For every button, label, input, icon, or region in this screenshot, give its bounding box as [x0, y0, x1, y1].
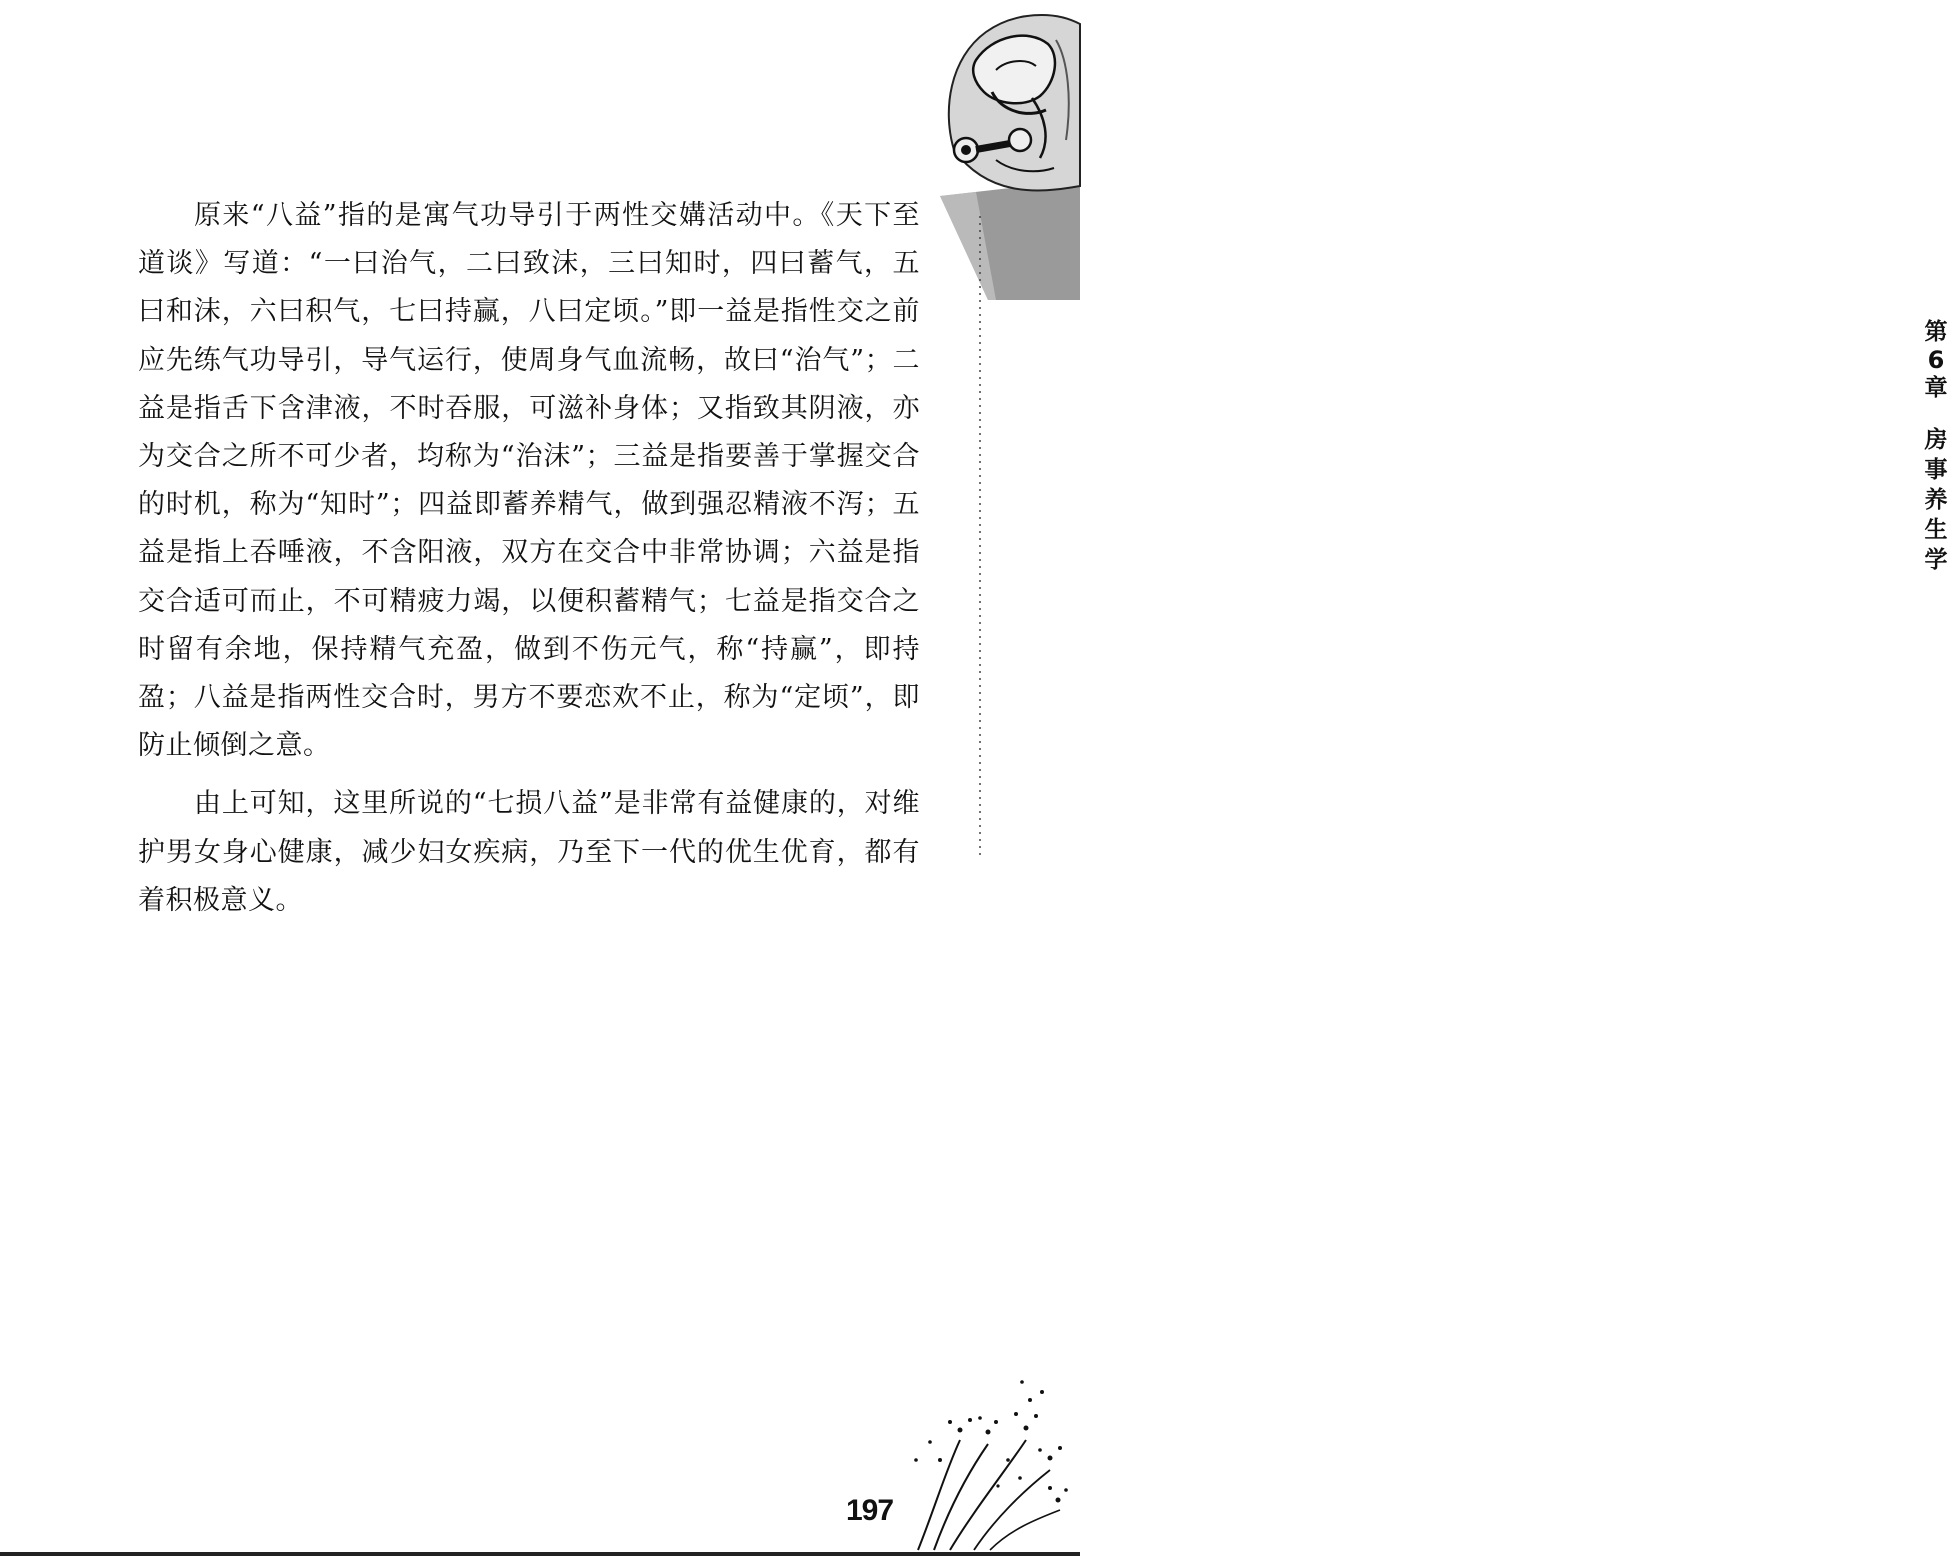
chapter-number: 6	[1927, 346, 1945, 374]
chapter-suffix: 章	[1924, 375, 1948, 401]
chapter-title-char: 房	[1924, 427, 1948, 453]
page-number: 197	[846, 1494, 894, 1527]
page-bottom-rule	[0, 1552, 1080, 1556]
paragraph: 由上可知，这里所说的“七损八益”是非常有益健康的，对维护男女身心健康，减少妇女疾病，乃至下一代的优生优育，都有着积极意义。	[138, 788, 920, 916]
chapter-title-char: 养	[1924, 487, 1948, 513]
chapter-label	[1914, 318, 1958, 576]
chapter-title-char: 事	[1924, 457, 1948, 483]
sparkle-illustration-icon	[890, 1360, 1070, 1550]
strongman-illustration-icon	[936, 0, 1080, 300]
chapter-side-tab	[936, 0, 1948, 860]
paragraph: 原来“八益”指的是寓气功导引于两性交媾活动中。《天下至道谈》写道：“一曰治气，二曰致沫，三曰知时，四曰蓄气，五曰和沫，六曰积气，七曰持赢，八曰定顷。”即一益是指性交之前应先练气功导引，导气运行，使周身气血流畅，故曰“治气”；二益是指舌下含津液，不时吞服，可滋补身体；又指致其阴液，亦为交合之所不可少者，均称为“治沫”；三益是指要善于掌握交合的时机，称为“知时”；四益即蓄养精气，做到强忍精液不泻；五益是指上吞唾液，不含阳液，双方在交合中非常协调；六益是指交合适可而止，不可精疲力竭，以便积蓄精气；七益是指交合之时留有余地，保持精气充盈，做到不伤元气，称“持赢”，即持盈；八益是指两性交合时，男方不要恋欢不止，称为“定顷”，即防止倾倒之意。	[138, 200, 920, 762]
chapter-title	[1914, 426, 1958, 574]
body-text	[138, 192, 920, 925]
chapter-title-char: 生	[1924, 517, 1948, 543]
chapter-prefix: 第	[1924, 319, 1948, 345]
chapter-title-char: 学	[1924, 547, 1948, 573]
